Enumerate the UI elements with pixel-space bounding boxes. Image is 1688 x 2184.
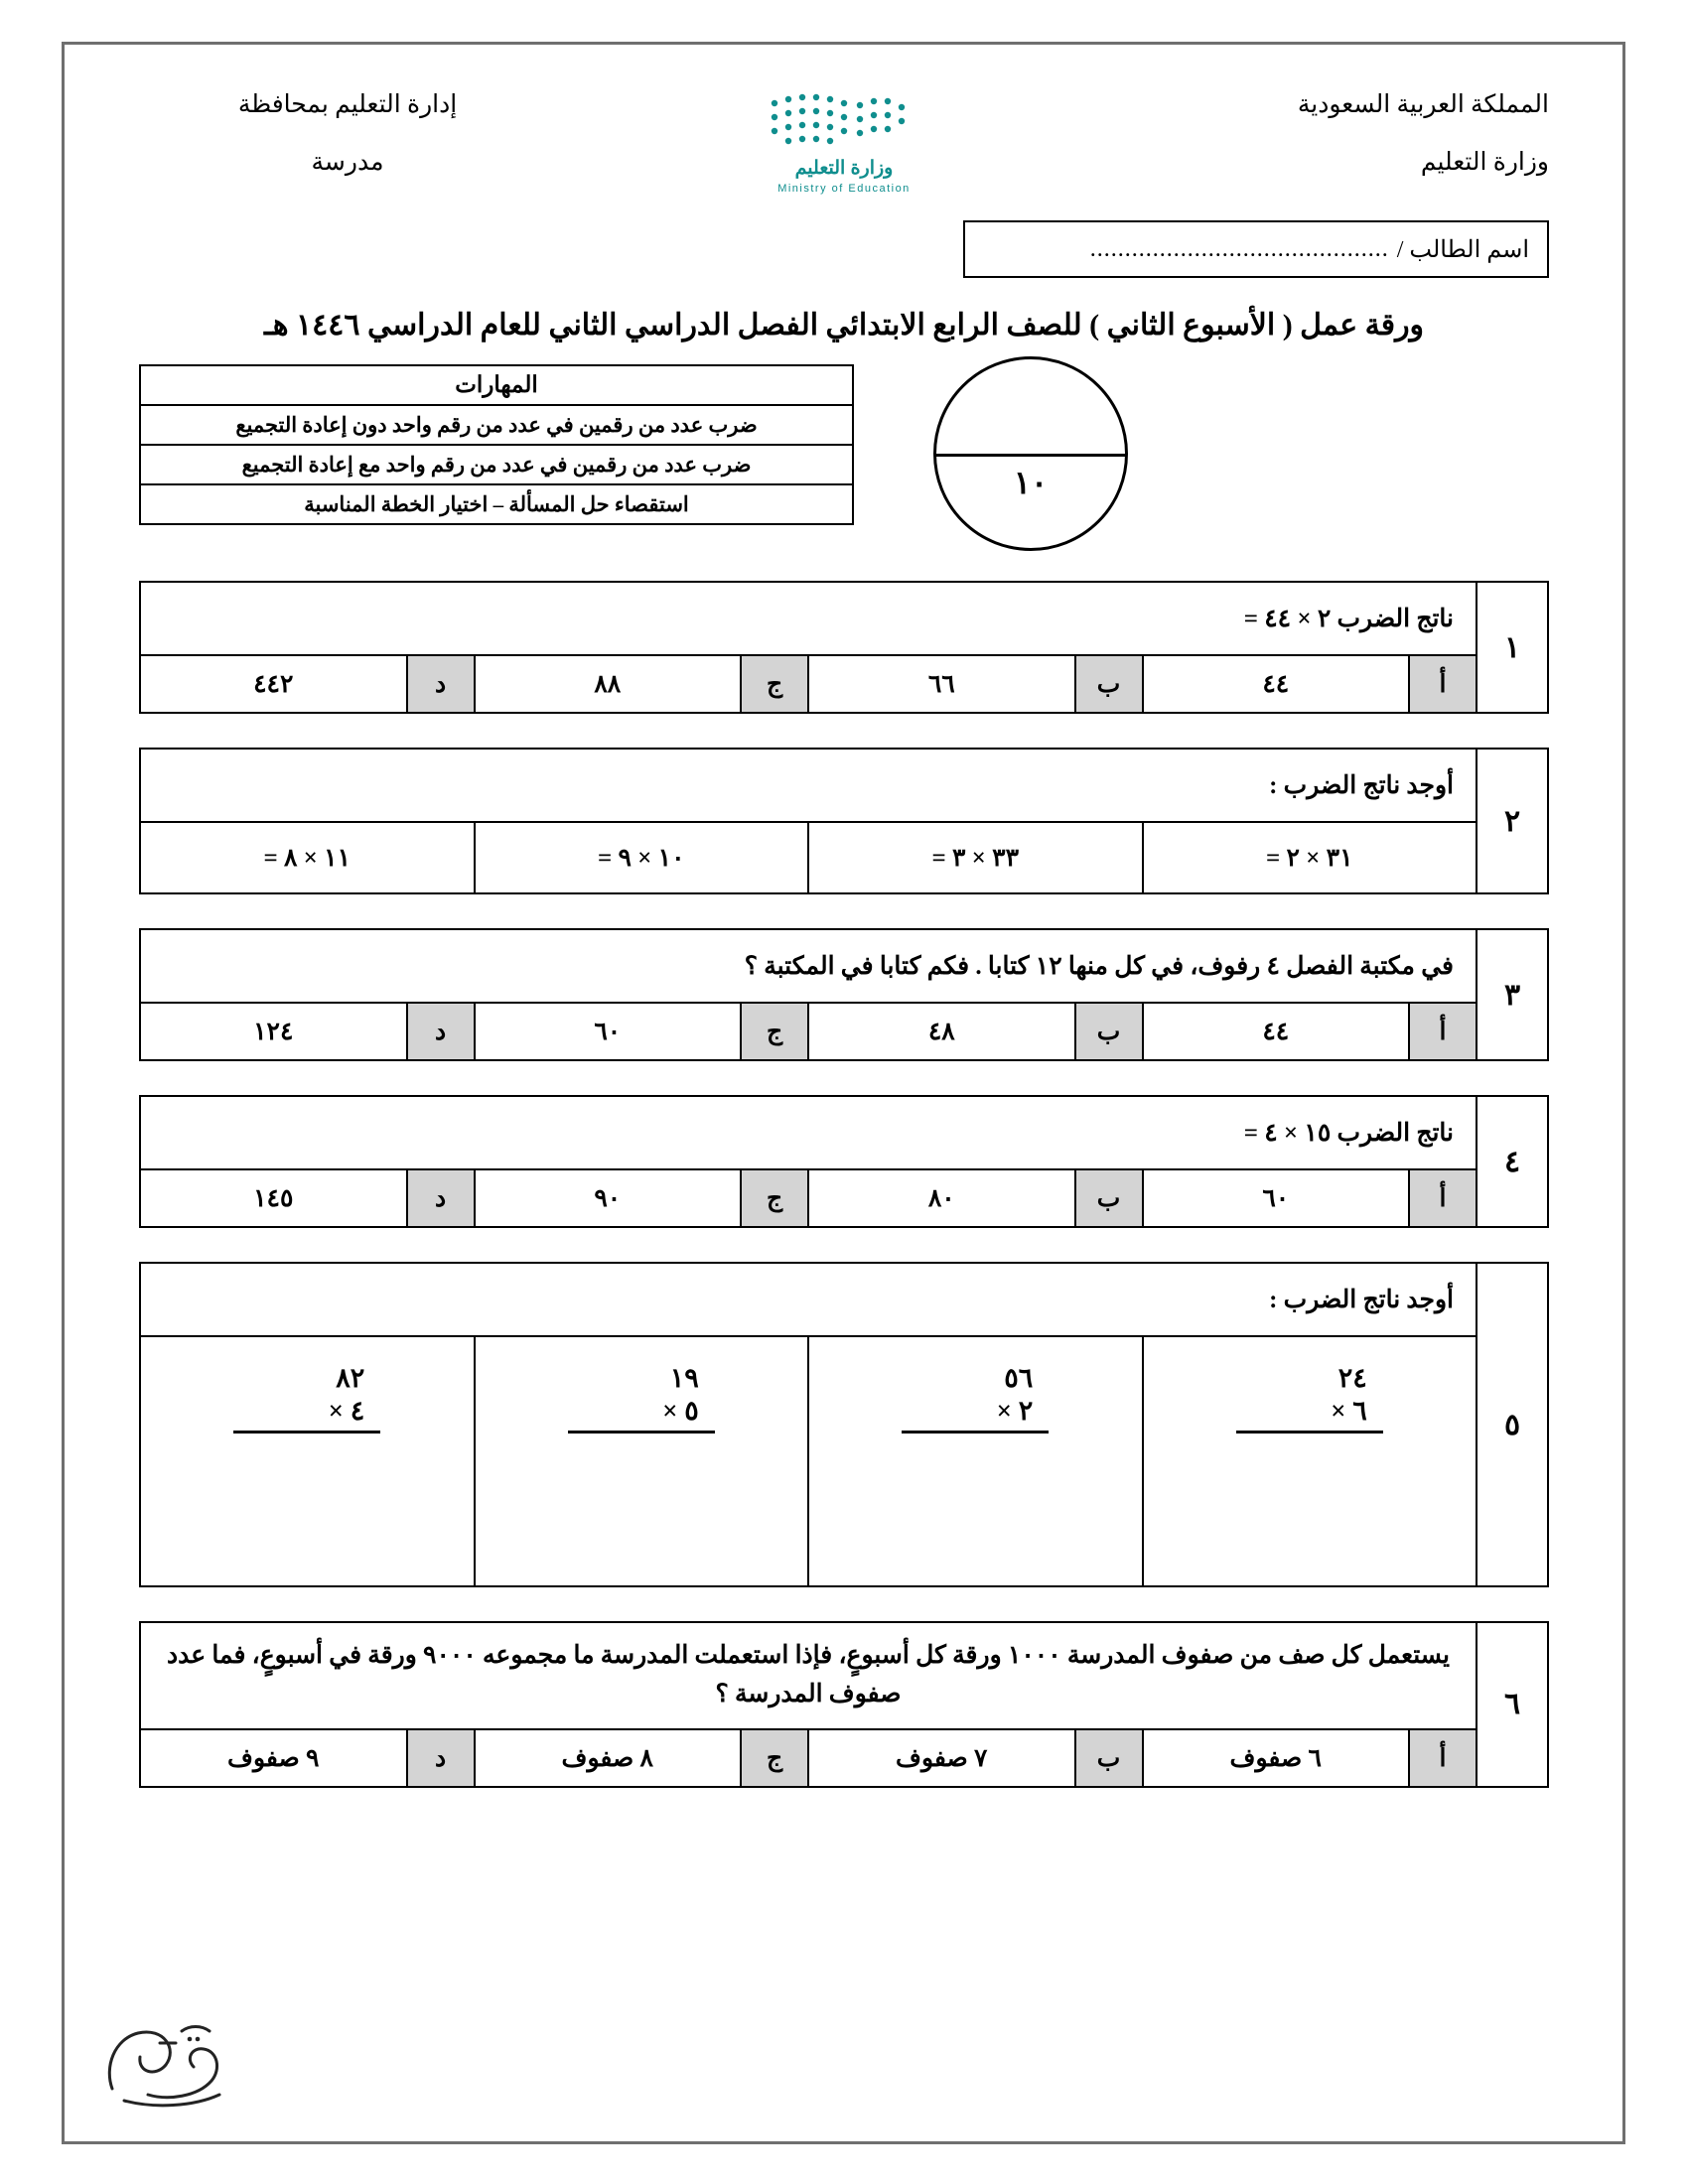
education-department-line: إدارة التعليم بمحافظة [237,91,458,118]
vertical-calc-1[interactable] [1142,1337,1477,1585]
header-right-block [1132,89,1549,177]
option-letter-c[interactable]: ج [740,1004,807,1059]
question-body [141,750,1476,892]
question-number: ٣ [1476,930,1547,1059]
skills-table [139,364,854,525]
option-value-a[interactable]: ٤٤ [1142,1004,1409,1059]
page-content [99,71,1589,1822]
multiplier: × ٥ [568,1396,715,1433]
question-6 [139,1621,1549,1788]
vertical-calc-2[interactable] [807,1337,1142,1585]
expressions-row [141,823,1476,892]
question-body [141,930,1476,1059]
option-letter-c[interactable]: ج [740,1730,807,1786]
question-2 [139,748,1549,894]
vertical-multiplication-row [141,1337,1476,1585]
kingdom-line: المملكة العربية السعودية [1297,91,1549,118]
document-header [99,71,1589,195]
table-row [140,405,853,445]
option-letter-c[interactable]: ج [740,656,807,712]
option-letter-a[interactable]: أ [1408,1170,1476,1226]
grade-total-value: ١٠ [1013,464,1049,500]
page-title: ورقة عمل ( الأسبوع الثاني ) للصف الرابع الابتدائي الفصل الدراسي الثاني للعام الدراسي ١٤٤٦ هـ [263,309,1425,341]
multiplier: × ٦ [1236,1396,1383,1433]
multiplicand: ٥٦ [1004,1363,1034,1393]
multiplier: × ٢ [902,1396,1049,1433]
logo-title-en: Ministry of Education [777,183,911,195]
expression-cell-4[interactable]: ١١ × ٨ = [263,845,352,872]
question-number: ٥ [1476,1264,1547,1585]
multiplicand: ٢٤ [1337,1363,1367,1393]
option-value-b[interactable]: ٧ صفوف [807,1730,1074,1786]
multiplicand: ١٩ [669,1363,699,1393]
question-stem: أوجد ناتج الضرب : [141,750,1476,823]
multiplier: × ٤ [233,1396,380,1433]
question-1 [139,581,1549,714]
question-3 [139,928,1549,1061]
option-value-a[interactable]: ٦ صفوف [1142,1730,1409,1786]
option-letter-a[interactable]: أ [1408,1730,1476,1786]
question-stem: يستعمل كل صف من صفوف المدرسة ١٠٠٠ ورقة كل أسبوعٍ، فإذا استعملت المدرسة ما مجموعه ٩٠٠٠ ورقة في أسبوعٍ، فما عدد صفوف المدرسة ؟ [141,1623,1476,1730]
option-value-b[interactable]: ٨٠ [807,1170,1074,1226]
option-value-a[interactable]: ٦٠ [1142,1170,1409,1226]
options-row [141,1004,1476,1059]
option-letter-d[interactable]: د [406,656,474,712]
options-row [141,1730,1476,1786]
skill-item: ضرب عدد من رقمين في عدد من رقم واحد دون إعادة التجميع [140,405,853,445]
table-row [140,484,853,524]
question-stem: في مكتبة الفصل ٤ رفوف، في كل منها ١٢ كتابا . فكم كتابا في المكتبة ؟ [141,930,1476,1004]
question-number: ٦ [1476,1623,1547,1786]
school-line: مدرسة [311,149,384,176]
option-letter-d[interactable]: د [406,1004,474,1059]
option-value-c[interactable]: ٦٠ [474,1004,741,1059]
skill-item: استقصاء حل المسألة – اختيار الخطة المناسبة [140,484,853,524]
option-letter-b[interactable]: ب [1074,1730,1142,1786]
question-5 [139,1262,1549,1587]
option-letter-c[interactable]: ج [740,1170,807,1226]
ministry-line: وزارة التعليم [1420,149,1549,176]
skill-item: ضرب عدد من رقمين في عدد من رقم واحد مع إعادة التجميع [140,445,853,484]
student-name-dots: ........................................... [1089,235,1389,262]
ministry-logo [680,89,1008,195]
question-4 [139,1095,1549,1228]
expression-cell-1[interactable]: ٣١ × ٢ = [1142,823,1477,892]
question-body [141,1264,1476,1585]
table-row [140,445,853,484]
option-value-b[interactable]: ٦٦ [807,656,1074,712]
student-name-field[interactable] [963,220,1549,278]
option-value-a[interactable]: ٤٤ [1142,656,1409,712]
option-letter-d[interactable]: د [406,1730,474,1786]
question-number: ١ [1476,583,1547,712]
logo-dots-icon [765,91,923,151]
question-number: ٢ [1476,750,1547,892]
question-stem: أوجد ناتج الضرب : [141,1264,1476,1337]
option-letter-b[interactable]: ب [1074,1170,1142,1226]
question-body [141,1097,1476,1226]
option-value-d[interactable]: ١٢٤ [253,1019,294,1045]
multiplicand: ٨٢ [336,1363,365,1393]
option-letter-b[interactable]: ب [1074,656,1142,712]
question-number: ٤ [1476,1097,1547,1226]
option-value-c[interactable]: ٨٨ [474,656,741,712]
option-value-c[interactable]: ٨ صفوف [474,1730,741,1786]
option-letter-a[interactable]: أ [1408,656,1476,712]
option-value-d[interactable]: ١٤٥ [253,1185,294,1212]
skills-and-grade-row [99,364,1589,551]
question-body [141,1623,1476,1786]
student-name-label: اسم الطالب / [1396,236,1529,263]
skills-header-cell: المهارات [140,365,853,405]
options-row [141,656,1476,712]
option-letter-b[interactable]: ب [1074,1004,1142,1059]
option-value-b[interactable]: ٤٨ [807,1004,1074,1059]
options-row [141,1170,1476,1226]
logo-title-ar: وزارة التعليم [794,158,894,179]
option-value-d[interactable]: ٩ صفوف [227,1744,320,1772]
option-letter-d[interactable]: د [406,1170,474,1226]
expression-cell-3[interactable]: ١٠ × ٩ = [474,823,808,892]
questions-list [99,581,1589,1788]
option-letter-a[interactable]: أ [1408,1004,1476,1059]
question-stem: ناتج الضرب ٢ × ٤٤ = [141,583,1476,656]
expression-cell-2[interactable]: ٣٣ × ٣ = [807,823,1142,892]
vertical-calc-4[interactable] [141,1337,474,1585]
grade-circle [933,356,1128,551]
option-value-c[interactable]: ٩٠ [474,1170,741,1226]
signature-stamp [94,2009,243,2118]
skills-header-row [140,365,853,405]
header-left-block [139,89,556,177]
question-body [141,583,1476,712]
grade-divider [936,454,1125,457]
question-stem: ناتج الضرب ١٥ × ٤ = [141,1097,1476,1170]
vertical-calc-3[interactable] [474,1337,808,1585]
option-value-d[interactable]: ٤٤٢ [253,671,294,698]
